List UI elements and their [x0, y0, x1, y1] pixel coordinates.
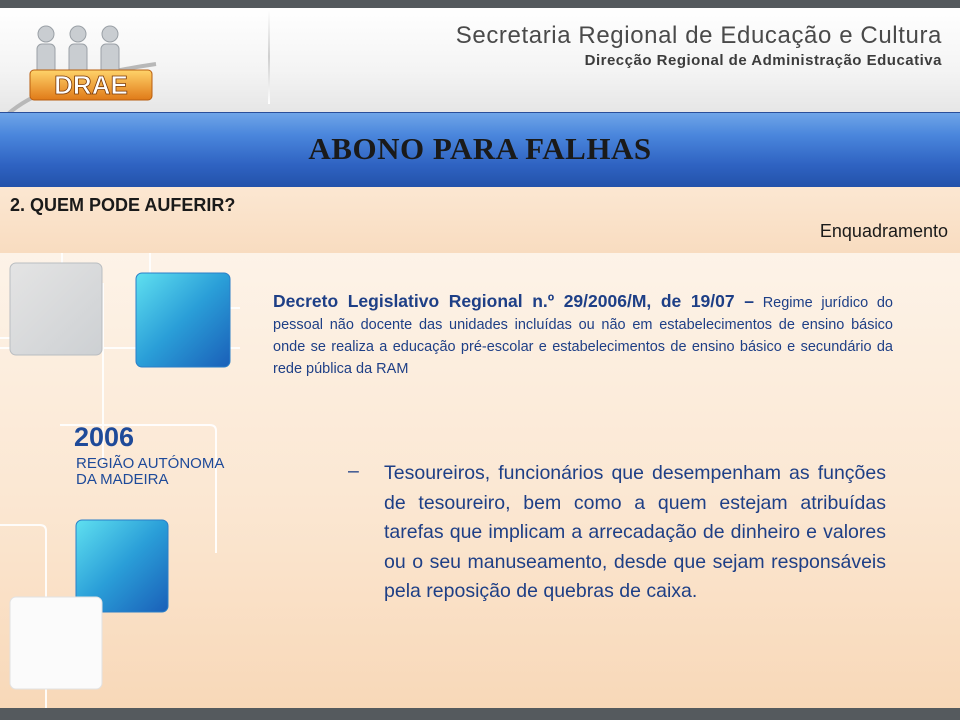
decree-paragraph: [273, 290, 893, 380]
title-band: [0, 112, 960, 188]
decree-body: Regime jurídico do pessoal não docente das unidades incluídas ou não em estabelecimentos de ensino básico onde se realiza a educação pré-escolar e estabelecimentos de ensino básico e secundário da rede pública da RAM: [273, 295, 893, 377]
content-area: [0, 253, 960, 708]
top-bar: [0, 0, 960, 8]
section-heading: 2. QUEM PODE AUFERIR?: [10, 195, 236, 215]
bottom-bar: [0, 708, 960, 720]
bullet-text: Tesoureiros, funcionários que desempenham as funções de tesoureiro, bem como a quem estejam atribuídas tarefas que implicam a arrecadação de dinheiro e valores ou o seu manuseamento, desde que sejam responsáveis pela reposição de quebras de caixa.: [384, 462, 886, 602]
bullet-marker: –: [348, 460, 359, 482]
region-label: REGIÃO AUTÓNOMA DA MADEIRA: [76, 455, 224, 488]
slide-title: ABONO PARA FALHAS: [308, 131, 652, 166]
org-title: Secretaria Regional de Educação e Cultura: [455, 22, 942, 49]
section-subheading: Enquadramento: [819, 221, 948, 241]
drae-logo: [6, 22, 166, 117]
decree-lead: Decreto Legislativo Regional n.º 29/2006/M, de 19/07 –: [273, 291, 754, 311]
header: [0, 8, 960, 112]
header-divider: [268, 10, 270, 104]
logo-text: DRAE: [54, 70, 128, 100]
section-band: [0, 187, 960, 253]
year-label: 2006: [74, 422, 135, 452]
org-subtitle: Direcção Regional de Administração Educativa: [584, 52, 942, 69]
